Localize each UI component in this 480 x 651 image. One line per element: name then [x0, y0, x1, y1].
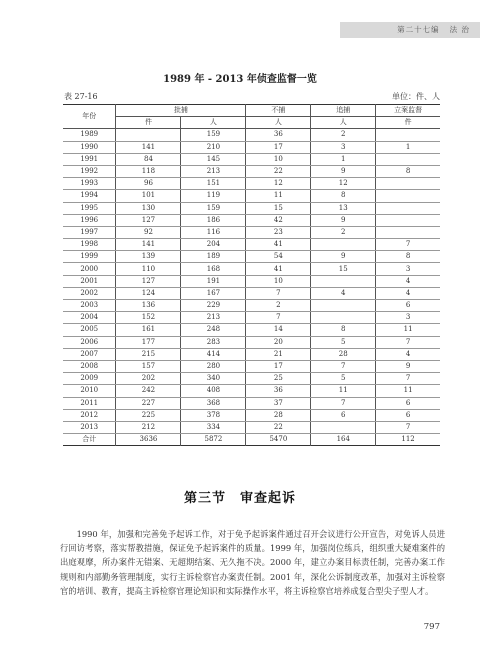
not-approve-persons-cell: 22: [246, 421, 311, 433]
table-row: [63, 251, 440, 263]
approve-cases-cell: 130: [116, 202, 181, 214]
approve-persons-cell: 210: [181, 141, 246, 153]
approve-persons-cell: 168: [181, 263, 246, 275]
not-approve-persons-cell: 20: [246, 336, 311, 348]
table-title: 1989 年 - 2013 年侦查监督一览: [163, 74, 317, 85]
year-cell: 1995: [63, 202, 116, 214]
not-approve-persons-cell: 22: [246, 165, 311, 177]
year-cell: 2010: [63, 385, 116, 397]
approve-persons-cell: 167: [181, 287, 246, 299]
approve-persons-cell: 368: [181, 397, 246, 409]
approve-persons-cell: 186: [181, 214, 246, 226]
approve-persons-cell: 189: [181, 251, 246, 263]
not-approve-persons-cell: 15: [246, 202, 311, 214]
not-approve-persons-cell: 42: [246, 214, 311, 226]
year-cell: 2000: [63, 263, 116, 275]
year-cell: 1989: [63, 129, 116, 141]
approve-persons-cell: 280: [181, 360, 246, 372]
subheader-approve-persons: 人: [181, 117, 246, 129]
year-cell: 1991: [63, 153, 116, 165]
approve-cases-cell: 92: [116, 226, 181, 238]
table-row: [63, 214, 440, 226]
pursue-persons-cell: 2: [311, 226, 376, 238]
running-head-part: 第二十七编: [397, 25, 440, 34]
filing-cases-cell: 6: [376, 300, 440, 312]
year-cell: 2006: [63, 336, 116, 348]
approve-cases-cell: 141: [116, 141, 181, 153]
not-approve-persons-cell: 10: [246, 275, 311, 287]
approve-cases-cell: 101: [116, 190, 181, 202]
pursue-persons-cell: 11: [311, 385, 376, 397]
not-approve-persons-cell: 41: [246, 263, 311, 275]
approve-cases-cell: 215: [116, 348, 181, 360]
approve-cases-cell: 157: [116, 360, 181, 372]
pursue-persons-cell: 8: [311, 324, 376, 336]
approve-persons-cell: 145: [181, 153, 246, 165]
pursue-persons-cell: 164: [311, 434, 376, 446]
filing-cases-cell: [376, 129, 440, 141]
approve-cases-cell: 161: [116, 324, 181, 336]
pursue-persons-cell: [311, 300, 376, 312]
filing-cases-cell: [376, 226, 440, 238]
year-cell: 2013: [63, 421, 116, 433]
approve-cases-cell: 127: [116, 275, 181, 287]
filing-cases-cell: 7: [376, 373, 440, 385]
approve-persons-cell: 378: [181, 409, 246, 421]
pursue-persons-cell: 1: [311, 153, 376, 165]
filing-cases-cell: 8: [376, 251, 440, 263]
not-approve-persons-cell: 14: [246, 324, 311, 336]
header-not-approve: 不捕: [246, 105, 311, 117]
year-cell: 1996: [63, 214, 116, 226]
pursue-persons-cell: 12: [311, 178, 376, 190]
table-row: [63, 165, 440, 177]
not-approve-persons-cell: 5470: [246, 434, 311, 446]
supervision-table: [63, 104, 440, 446]
filing-cases-cell: 7: [376, 239, 440, 251]
approve-persons-cell: 283: [181, 336, 246, 348]
pursue-persons-cell: 13: [311, 202, 376, 214]
pursue-persons-cell: 6: [311, 409, 376, 421]
table-row: [63, 275, 440, 287]
table-row: [63, 421, 440, 433]
approve-cases-cell: 212: [116, 421, 181, 433]
approve-persons-cell: 159: [181, 202, 246, 214]
not-approve-persons-cell: 17: [246, 360, 311, 372]
approve-cases-cell: 227: [116, 397, 181, 409]
approve-persons-cell: 119: [181, 190, 246, 202]
year-cell: 2003: [63, 300, 116, 312]
year-cell: 1994: [63, 190, 116, 202]
filing-cases-cell: 11: [376, 324, 440, 336]
approve-persons-cell: 5872: [181, 434, 246, 446]
approve-cases-cell: 225: [116, 409, 181, 421]
approve-cases-cell: 141: [116, 239, 181, 251]
year-cell: 1993: [63, 178, 116, 190]
pursue-persons-cell: 9: [311, 165, 376, 177]
approve-cases-cell: [116, 129, 181, 141]
pursue-persons-cell: [311, 239, 376, 251]
year-cell: 2011: [63, 397, 116, 409]
year-cell: 1990: [63, 141, 116, 153]
filing-cases-cell: 8: [376, 165, 440, 177]
approve-cases-cell: 136: [116, 300, 181, 312]
filing-cases-cell: [376, 178, 440, 190]
filing-cases-cell: 6: [376, 397, 440, 409]
pursue-persons-cell: 3: [311, 141, 376, 153]
pursue-persons-cell: 9: [311, 251, 376, 263]
filing-cases-cell: [376, 202, 440, 214]
approve-cases-cell: 118: [116, 165, 181, 177]
table-unit: 单位：件、人: [392, 92, 440, 101]
pursue-persons-cell: 8: [311, 190, 376, 202]
table-row: [63, 287, 440, 299]
table-row: [63, 263, 440, 275]
filing-cases-cell: 7: [376, 421, 440, 433]
approve-persons-cell: 414: [181, 348, 246, 360]
year-cell: 2008: [63, 360, 116, 372]
header-approve: 批捕: [116, 105, 246, 117]
table-row: [63, 312, 440, 324]
subheader-pursue-persons: 人: [311, 117, 376, 129]
not-approve-persons-cell: 11: [246, 190, 311, 202]
approve-persons-cell: 204: [181, 239, 246, 251]
not-approve-persons-cell: 10: [246, 153, 311, 165]
filing-cases-cell: 4: [376, 348, 440, 360]
table-row: [63, 178, 440, 190]
pursue-persons-cell: 15: [311, 263, 376, 275]
year-cell: 2004: [63, 312, 116, 324]
table-row: [63, 129, 440, 141]
pursue-persons-cell: 2: [311, 129, 376, 141]
not-approve-persons-cell: 41: [246, 239, 311, 251]
table-row: [63, 409, 440, 421]
table-row: [63, 190, 440, 202]
approve-cases-cell: 202: [116, 373, 181, 385]
pursue-persons-cell: 7: [311, 397, 376, 409]
table-body: [63, 129, 440, 446]
filing-cases-cell: 3: [376, 312, 440, 324]
not-approve-persons-cell: 2: [246, 300, 311, 312]
header-filing: 立案监督: [376, 105, 440, 117]
not-approve-persons-cell: 7: [246, 312, 311, 324]
approve-cases-cell: 152: [116, 312, 181, 324]
filing-cases-cell: 6: [376, 409, 440, 421]
approve-cases-cell: 242: [116, 385, 181, 397]
header-pursue: 追捕: [311, 105, 376, 117]
filing-cases-cell: [376, 190, 440, 202]
pursue-persons-cell: [311, 275, 376, 287]
approve-cases-cell: 139: [116, 251, 181, 263]
subheader-filing-cases: 件: [376, 117, 440, 129]
table-row: [63, 373, 440, 385]
approve-cases-cell: 127: [116, 214, 181, 226]
subheader-not-approve-persons: 人: [246, 117, 311, 129]
year-cell: 1997: [63, 226, 116, 238]
not-approve-persons-cell: 37: [246, 397, 311, 409]
filing-cases-cell: 4: [376, 275, 440, 287]
table-row: [63, 202, 440, 214]
approve-persons-cell: 229: [181, 300, 246, 312]
filing-cases-cell: 9: [376, 360, 440, 372]
filing-cases-cell: 1: [376, 141, 440, 153]
filing-cases-cell: [376, 153, 440, 165]
not-approve-persons-cell: 54: [246, 251, 311, 263]
approve-persons-cell: 334: [181, 421, 246, 433]
not-approve-persons-cell: 12: [246, 178, 311, 190]
year-cell: 2012: [63, 409, 116, 421]
pursue-persons-cell: 5: [311, 373, 376, 385]
filing-cases-cell: 112: [376, 434, 440, 446]
not-approve-persons-cell: 36: [246, 129, 311, 141]
table-row: [63, 336, 440, 348]
running-head-topic: 法 治: [449, 25, 470, 34]
section-heading: [0, 487, 480, 506]
body-paragraph: 1990 年，加强和完善免予起诉工作，对于免予起诉案件通过召开会议进行公开宣告，对免诉人员进行回访考察，落实帮教措施，保证免予起诉案件的质量。1999 年，加强岗位练兵，组织重大疑难案件的出庭观摩，所办案件无错案、无超期结案、无久拖不决。2000 年，建立办案目标责任制，完善办案工作规则和内部勤务管理制度，实行主诉检察官办案责任制。2001 年，深化公诉制度改革，加强对主诉检察官的培训、教育，提高主诉检察官理论知识和实际操作水平，将主诉检察官培养成复合型尖子型人才。: [60, 529, 445, 596]
filing-cases-cell: 4: [376, 287, 440, 299]
year-cell: 1992: [63, 165, 116, 177]
year-cell: 1999: [63, 251, 116, 263]
page-number: 797: [423, 622, 440, 632]
approve-cases-cell: 84: [116, 153, 181, 165]
table-row: [63, 153, 440, 165]
table-row: [63, 239, 440, 251]
filing-cases-cell: 3: [376, 263, 440, 275]
year-cell: 1998: [63, 239, 116, 251]
approve-cases-cell: 124: [116, 287, 181, 299]
table-number: 表 27-16: [64, 92, 98, 101]
pursue-persons-cell: 4: [311, 287, 376, 299]
filing-cases-cell: 7: [376, 336, 440, 348]
not-approve-persons-cell: 23: [246, 226, 311, 238]
year-cell: 2002: [63, 287, 116, 299]
approve-persons-cell: 340: [181, 373, 246, 385]
filing-cases-cell: 11: [376, 385, 440, 397]
approve-cases-cell: 3636: [116, 434, 181, 446]
pursue-persons-cell: [311, 312, 376, 324]
pursue-persons-cell: [311, 421, 376, 433]
approve-persons-cell: 116: [181, 226, 246, 238]
approve-persons-cell: 408: [181, 385, 246, 397]
approve-cases-cell: 96: [116, 178, 181, 190]
table-row: [63, 385, 440, 397]
section-title: 审查起诉: [240, 491, 297, 506]
year-cell: 2009: [63, 373, 116, 385]
approve-persons-cell: 191: [181, 275, 246, 287]
approve-persons-cell: 159: [181, 129, 246, 141]
table-row: [63, 324, 440, 336]
pursue-persons-cell: 9: [311, 214, 376, 226]
table-total-row: [63, 434, 440, 446]
year-cell: 2001: [63, 275, 116, 287]
pursue-persons-cell: 5: [311, 336, 376, 348]
approve-cases-cell: 177: [116, 336, 181, 348]
section-number: 第三节: [183, 491, 226, 506]
not-approve-persons-cell: 28: [246, 409, 311, 421]
year-cell: 2005: [63, 324, 116, 336]
table-row: [63, 300, 440, 312]
not-approve-persons-cell: 17: [246, 141, 311, 153]
not-approve-persons-cell: 36: [246, 385, 311, 397]
approve-persons-cell: 213: [181, 312, 246, 324]
approve-persons-cell: 248: [181, 324, 246, 336]
approve-cases-cell: 110: [116, 263, 181, 275]
table-row: [63, 348, 440, 360]
not-approve-persons-cell: 25: [246, 373, 311, 385]
pursue-persons-cell: 28: [311, 348, 376, 360]
header-year: 年份: [63, 105, 116, 129]
approve-persons-cell: 151: [181, 178, 246, 190]
table-row: [63, 360, 440, 372]
not-approve-persons-cell: 21: [246, 348, 311, 360]
year-cell: 2007: [63, 348, 116, 360]
year-cell: 合计: [63, 434, 116, 446]
running-head: [340, 22, 480, 38]
filing-cases-cell: [376, 214, 440, 226]
approve-persons-cell: 213: [181, 165, 246, 177]
table-row: [63, 141, 440, 153]
subheader-approve-cases: 件: [116, 117, 181, 129]
not-approve-persons-cell: 7: [246, 287, 311, 299]
pursue-persons-cell: 7: [311, 360, 376, 372]
table-row: [63, 397, 440, 409]
table-row: [63, 226, 440, 238]
